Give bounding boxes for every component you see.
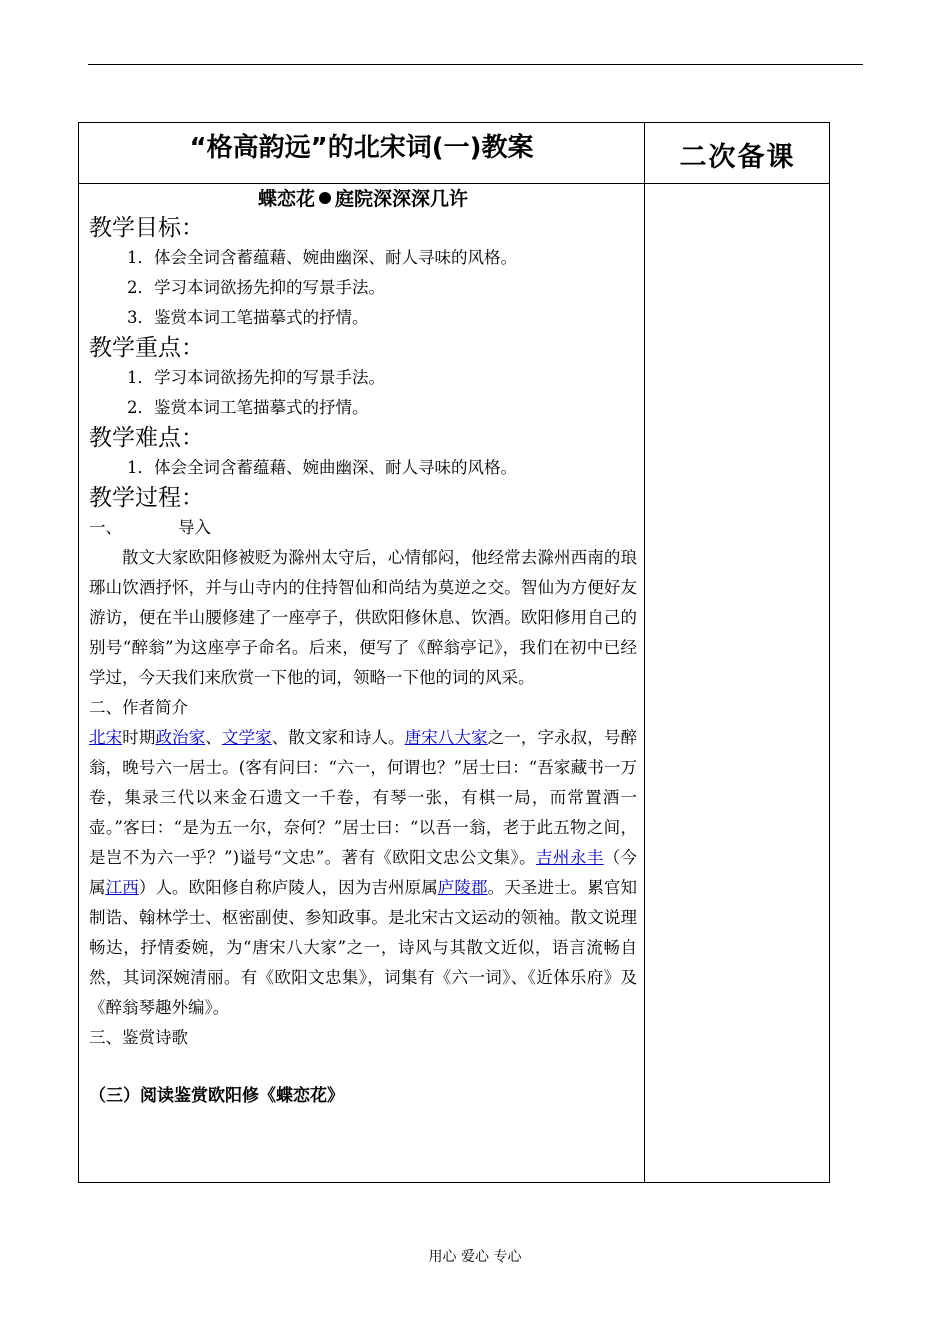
objective-item: 3．鉴赏本词工笔描摹式的抒情。 bbox=[127, 308, 369, 327]
bullet-dot-icon bbox=[319, 192, 331, 204]
section-number: 一、 bbox=[89, 518, 122, 537]
key-points-heading: 教学重点： bbox=[89, 335, 204, 361]
poem-title bbox=[89, 185, 637, 213]
side-column-title: 二次备课 bbox=[679, 142, 796, 173]
section-author-heading: 二、作者简介 bbox=[89, 698, 188, 717]
column-divider bbox=[644, 123, 645, 1182]
intro-paragraph: 散文大家欧阳修被贬为滁州太守后，心情郁闷，他经常去滁州西南的琅琊山饮酒抒怀，并与山寺内的住持智仙和尚结为莫逆之交。智仙为方便好友游访，便在半山腰修建了一座亭子，供欧阳修休息、饮酒。欧阳修用自己的别号“醉翁”为这座亭子命名。后来，便写了《醉翁亭记》，我们在初中已经学过，今天我们来欣赏一下他的词，领略一下他的词的风采。 bbox=[89, 548, 637, 687]
link-jiangxi[interactable]: 江西 bbox=[105, 878, 139, 897]
link-politician[interactable]: 政治家 bbox=[155, 728, 206, 747]
author-bio-paragraph bbox=[89, 723, 637, 1023]
bio-text: ）人。欧阳修自称庐陵人，因为吉州原属 bbox=[138, 878, 438, 897]
objective-item: 2．学习本词欲扬先抑的写景手法。 bbox=[127, 278, 385, 297]
link-luling[interactable]: 庐陵郡 bbox=[437, 878, 488, 897]
bio-text: 时期 bbox=[122, 728, 156, 747]
lesson-title: “格高韵远”的北宋词(一)教案 bbox=[189, 133, 534, 163]
section-intro-heading bbox=[89, 513, 637, 543]
subsection-reading-heading: （三）阅读鉴赏欧阳修《蝶恋花》 bbox=[89, 1086, 344, 1106]
key-point-item: 1．学习本词欲扬先抑的写景手法。 bbox=[127, 368, 385, 387]
difficulties-heading: 教学难点： bbox=[89, 425, 204, 451]
key-point-item: 2．鉴赏本词工笔描摹式的抒情。 bbox=[127, 398, 369, 417]
section-appreciation-heading: 三、鉴赏诗歌 bbox=[89, 1028, 188, 1047]
bio-text: 。天圣进士。累官知制诰、翰林学士、枢密副使、参知政事。是北宋古文运动的领袖。散文说理畅达，抒情委婉，为“唐宋八大家”之一，诗风与其散文近似，语言流畅自然，其词深婉清丽。有《欧阳文忠集》，词集有《六一词》、《近体乐府》及《醉翁琴趣外编》。 bbox=[89, 878, 637, 1017]
spacer bbox=[89, 1053, 637, 1081]
poem-title-line: 庭院深深深几许 bbox=[335, 188, 469, 210]
objectives-heading: 教学目标： bbox=[89, 215, 204, 241]
poem-title-tune: 蝶恋花 bbox=[257, 188, 315, 210]
link-beisong[interactable]: 北宋 bbox=[89, 728, 123, 747]
bio-text: 、散文家和诗人。 bbox=[271, 728, 405, 747]
link-writer[interactable]: 文学家 bbox=[221, 728, 272, 747]
objective-item: 1．体会全词含蓄蕴藉、婉曲幽深、耐人寻味的风格。 bbox=[127, 248, 517, 267]
bio-text: （今属 bbox=[89, 848, 638, 897]
link-jizhou[interactable]: 吉州 bbox=[536, 848, 570, 867]
lesson-content bbox=[89, 185, 637, 1111]
header-rule bbox=[88, 64, 863, 65]
bio-text: 、 bbox=[205, 728, 222, 747]
link-tang-song-masters[interactable]: 唐宋八大家 bbox=[404, 728, 488, 747]
page-footer: 用心 爱心 专心 bbox=[428, 1249, 522, 1265]
bio-text: 之一，字永叔，号醉翁，晚号六一居士。(客有问曰：“六一，何谓也？”居士曰：“吾家藏书一万卷，集录三代以来金石遗文一千卷，有琴一张，有棋一局，而常置酒一壶。”客曰：“是为五一尔，奈何？”居士曰：“以吾一翁，老于此五物之间，是岂不为六一乎？”)谥号“文忠”。著有《欧阳文忠公文集》。 bbox=[89, 728, 637, 867]
difficulty-item: 1．体会全词含蓄蕴藉、婉曲幽深、耐人寻味的风格。 bbox=[127, 458, 517, 477]
process-heading: 教学过程： bbox=[89, 485, 204, 511]
lesson-table bbox=[78, 122, 830, 1183]
link-yongfeng[interactable]: 永丰 bbox=[569, 848, 604, 867]
row-divider bbox=[79, 183, 829, 184]
section-title: 导入 bbox=[178, 518, 211, 537]
